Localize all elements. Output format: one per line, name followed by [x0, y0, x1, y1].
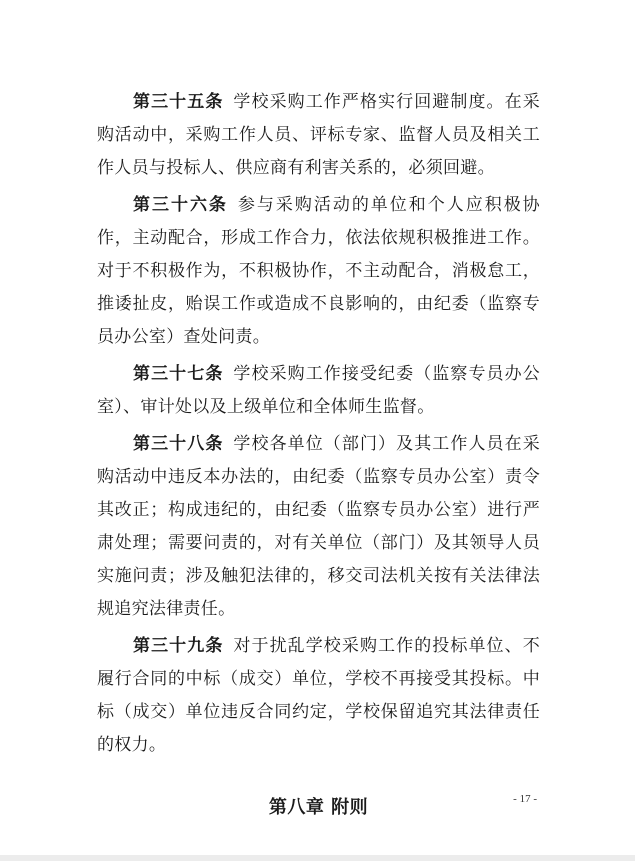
chapter-heading: 第八章 附则 — [268, 797, 369, 818]
article-38 — [97, 428, 540, 626]
article-36 — [97, 189, 540, 354]
article-number: 第三十九条 — [133, 636, 224, 656]
article-number: 第三十七条 — [133, 364, 224, 384]
article-number: 第三十六条 — [133, 195, 228, 215]
article-number: 第三十八条 — [133, 434, 224, 454]
article-text: 对于扰乱学校采购工作的投标单位、不履行合同的中标（成交）单位，学校不再接受其投标。中标（成交）单位违反合同约定，学校保留追究其法律责任的权力。 — [97, 636, 540, 755]
article-text: 学校采购工作严格实行回避制度。在采购活动中，采购工作人员、评标专家、监督人员及相关工作人员与投标人、供应商有利害关系的，必须回避。 — [97, 92, 540, 178]
article-35 — [97, 86, 540, 185]
article-text: 学校各单位（部门）及其工作人员在采购活动中违反本办法的，由纪委（监察专员办公室）责令其改正；构成违纪的，由纪委（监察专员办公室）进行严肃处理；需要问责的，对有关单位（部门）及其领导人员实施问责；涉及触犯法律的，移交司法机关按有关法律法规追究法律责任。 — [97, 434, 540, 619]
article-text: 参与采购活动的单位和个人应积极协作，主动配合，形成工作合力，依法依规积极推进工作。对于不积极作为，不积极协作，不主动配合，消极怠工，推诿扯皮，贻误工作或造成不良影响的，由纪委（监察专员办公室）查处问责。 — [97, 195, 540, 347]
article-37 — [97, 358, 540, 424]
page-content — [97, 86, 540, 822]
article-39 — [97, 630, 540, 762]
page-bottom-edge — [0, 855, 635, 861]
page-number: - 17 - — [513, 793, 537, 805]
article-text: 学校采购工作接受纪委（监察专员办公室）、审计处以及上级单位和全体师生监督。 — [97, 364, 540, 417]
article-number: 第三十五条 — [133, 92, 224, 112]
